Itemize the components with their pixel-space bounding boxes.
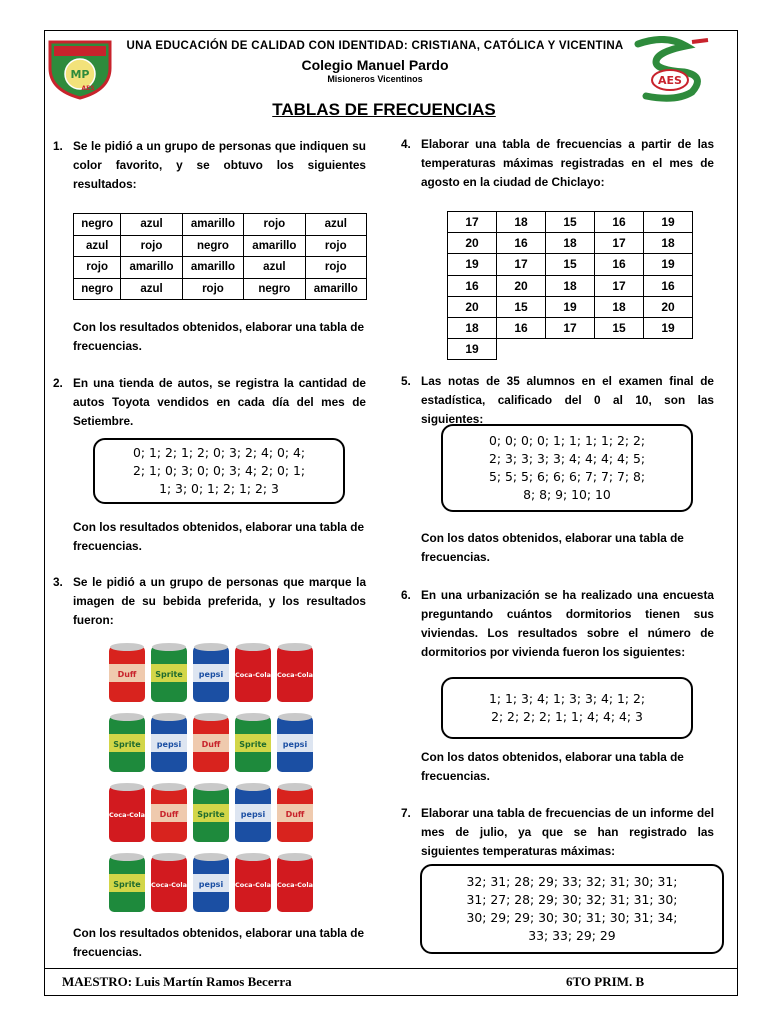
question-6: [401, 586, 714, 662]
table-row: [74, 235, 367, 257]
table-cell: rojo: [121, 235, 182, 257]
question-text: Elaborar una tabla de frecuencias a partir de las temperaturas máximas registradas en el mes de agosto en la ciudad de Chiclayo:: [421, 137, 714, 189]
duff-can-icon: [193, 713, 229, 772]
soda-cans-image: [106, 640, 314, 920]
logo-left-text: MP: [70, 68, 90, 81]
question-text: En una urbanización se ha realizado una encuesta preguntando cuántos dormitorios tienen sus viviendas. Los resultados sobre el número de dormitorios por vivienda fueron los siguientes:: [421, 588, 714, 659]
svg-text:Coca-Cola: Coca-Cola: [150, 881, 188, 889]
school-subtitle: Misioneros Vicentinos: [327, 74, 423, 84]
question-text: Se le pidió a un grupo de personas que indiquen su color favorito, y se obtuvo los siguientes resultados:: [73, 139, 366, 191]
july-temperatures-data-box: [420, 864, 724, 954]
pepsi-can-icon: [151, 713, 187, 772]
question-number: 1.: [53, 139, 63, 153]
table-cell: azul: [74, 235, 121, 257]
footer-divider: [44, 968, 738, 969]
question-5: [401, 372, 714, 429]
svg-text:Coca-Cola: Coca-Cola: [276, 671, 314, 679]
table-cell: 15: [595, 317, 644, 338]
table-cell: azul: [244, 257, 305, 279]
aes-logo-icon: [626, 36, 714, 102]
table-cell: 16: [595, 254, 644, 275]
data-line: 2; 2; 2; 2; 1; 1; 4; 4; 4; 3: [491, 709, 643, 724]
table-cell: 16: [497, 317, 546, 338]
table-cell: 15: [546, 254, 595, 275]
table-cell: rojo: [244, 214, 305, 236]
question-text: Se le pidió a un grupo de personas que marque la imagen de su bebida preferida, y los resultados fueron:: [73, 575, 366, 627]
table-cell: 20: [497, 275, 546, 296]
data-line: 0; 0; 0; 0; 1; 1; 1; 1; 2; 2;: [488, 433, 646, 448]
svg-text:pepsi: pepsi: [240, 810, 266, 819]
svg-text:Coca-Cola: Coca-Cola: [234, 671, 272, 679]
table-cell: 18: [546, 275, 595, 296]
empty-cell: [644, 339, 693, 360]
logo-right-text: AES: [658, 74, 682, 87]
table-cell: 15: [497, 296, 546, 317]
cocacola-can-icon: [277, 643, 313, 702]
grades-data-box: [441, 424, 693, 512]
pepsi-can-icon: [235, 783, 271, 842]
table-cell: 19: [644, 317, 693, 338]
data-line: 31; 27; 28; 29; 30; 32; 31; 31; 30;: [466, 892, 678, 907]
svg-text:Coca-Cola: Coca-Cola: [234, 881, 272, 889]
svg-text:pepsi: pepsi: [156, 740, 182, 749]
data-line: 1; 3; 0; 1; 2; 1; 2; 3: [159, 481, 279, 496]
footer-grade: 6TO PRIM. B: [566, 974, 645, 989]
question-5-instruction: Con los datos obtenidos, elaborar una tabla de frecuencias.: [421, 531, 684, 564]
table-cell: 16: [448, 275, 497, 296]
cocacola-can-icon: [109, 783, 145, 842]
table-cell: negro: [74, 214, 121, 236]
table-row: [448, 254, 693, 275]
table-cell: negro: [74, 278, 121, 300]
table-cell: amarillo: [305, 278, 366, 300]
svg-text:Coca-Cola: Coca-Cola: [108, 811, 146, 819]
cars-data-box: [93, 438, 345, 504]
table-cell: azul: [121, 214, 182, 236]
data-line: 30; 29; 29; 30; 30; 31; 30; 31; 34;: [466, 910, 678, 925]
table-cell: amarillo: [121, 257, 182, 279]
question-3: [53, 573, 366, 630]
svg-text:Sprite: Sprite: [239, 740, 267, 749]
august-temperatures-table: [447, 211, 693, 360]
svg-text:Sprite: Sprite: [155, 670, 183, 679]
table-cell: amarillo: [182, 214, 243, 236]
table-row: [448, 212, 693, 233]
table-cell: 18: [595, 296, 644, 317]
table-cell: azul: [121, 278, 182, 300]
table-cell: 18: [497, 212, 546, 233]
data-line: 5; 5; 5; 6; 6; 6; 7; 7; 7; 8;: [488, 469, 646, 484]
table-cell: amarillo: [182, 257, 243, 279]
table-cell: 18: [644, 233, 693, 254]
table-cell: azul: [305, 214, 366, 236]
table-cell: 20: [448, 296, 497, 317]
page-title: TABLAS DE FRECUENCIAS: [272, 100, 496, 119]
table-cell: rojo: [305, 235, 366, 257]
question-4: [401, 135, 714, 192]
question-2-instruction: Con los resultados obtenidos, elaborar una tabla de frecuencias.: [73, 520, 365, 553]
table-cell: amarillo: [244, 235, 305, 257]
table-cell: negro: [182, 235, 243, 257]
table-row: [448, 296, 693, 317]
table-cell: 17: [497, 254, 546, 275]
question-number: 7.: [401, 806, 411, 820]
table-cell: 19: [644, 212, 693, 233]
duff-can-icon: [151, 783, 187, 842]
svg-text:pepsi: pepsi: [198, 880, 224, 889]
data-line: 2; 1; 0; 3; 0; 0; 3; 4; 2; 0; 1;: [132, 463, 306, 478]
table-cell: 17: [546, 317, 595, 338]
table-row: [448, 339, 693, 360]
empty-cell: [497, 339, 546, 360]
table-cell: 18: [448, 317, 497, 338]
table-cell: 20: [448, 233, 497, 254]
data-line: 1; 1; 3; 4; 1; 3; 3; 4; 1; 2;: [488, 691, 646, 706]
question-number: 6.: [401, 588, 411, 602]
logo-left-sub: AES: [81, 85, 95, 92]
cocacola-can-icon: [235, 643, 271, 702]
question-text: Las notas de 35 alumnos en el examen final de estadística, calificado del 0 al 10, son las siguientes:: [421, 374, 714, 426]
table-cell: 16: [497, 233, 546, 254]
svg-text:pepsi: pepsi: [198, 670, 224, 679]
table-row: [448, 317, 693, 338]
empty-cell: [595, 339, 644, 360]
table-cell: 19: [546, 296, 595, 317]
table-cell: 17: [595, 275, 644, 296]
table-cell: 16: [644, 275, 693, 296]
data-line: 33; 33; 29; 29: [528, 928, 616, 943]
question-number: 3.: [53, 575, 63, 589]
question-1-instruction: Con los resultados obtenidos, elaborar una tabla de frecuencias.: [73, 320, 365, 353]
question-7: [401, 804, 714, 861]
table-row: [74, 214, 367, 236]
table-row: [74, 257, 367, 279]
table-cell: 20: [644, 296, 693, 317]
svg-text:Sprite: Sprite: [113, 740, 141, 749]
table-cell: 15: [546, 212, 595, 233]
question-number: 2.: [53, 376, 63, 390]
table-cell: negro: [244, 278, 305, 300]
duff-can-icon: [109, 643, 145, 702]
svg-text:pepsi: pepsi: [282, 740, 308, 749]
data-line: 2; 3; 3; 3; 3; 4; 4; 4; 4; 5;: [488, 451, 646, 466]
svg-text:Duff: Duff: [159, 810, 179, 819]
empty-cell: [546, 339, 595, 360]
svg-text:Sprite: Sprite: [113, 880, 141, 889]
sprite-can-icon: [109, 853, 145, 912]
footer-teacher: MAESTRO: Luis Martín Ramos Becerra: [62, 974, 292, 989]
question-1: [53, 137, 366, 194]
question-6-instruction: Con los datos obtenidos, elaborar una tabla de frecuencias.: [421, 750, 684, 783]
table-cell: 19: [644, 254, 693, 275]
duff-can-icon: [277, 783, 313, 842]
table-cell: 17: [595, 233, 644, 254]
bedrooms-data-box: [441, 677, 693, 739]
cocacola-can-icon: [151, 853, 187, 912]
sprite-can-icon: [235, 713, 271, 772]
table-cell: rojo: [182, 278, 243, 300]
sprite-can-icon: [151, 643, 187, 702]
table-cell: 19: [448, 339, 497, 360]
data-line: 0; 1; 2; 1; 2; 0; 3; 2; 4; 0; 4;: [132, 445, 306, 460]
data-line: 32; 31; 28; 29; 33; 32; 31; 30; 31;: [466, 874, 678, 889]
svg-text:Duff: Duff: [117, 670, 137, 679]
table-row: [74, 278, 367, 300]
school-crest-icon: [44, 38, 116, 100]
school-name: Colegio Manuel Pardo: [301, 57, 449, 73]
table-row: [448, 233, 693, 254]
table-cell: 16: [595, 212, 644, 233]
pepsi-can-icon: [277, 713, 313, 772]
question-number: 4.: [401, 137, 411, 151]
header-motto: UNA EDUCACIÓN DE CALIDAD CON IDENTIDAD: CRISTIANA, CATÓLICA Y VICENTINA: [126, 40, 624, 52]
pepsi-can-icon: [193, 643, 229, 702]
question-number: 5.: [401, 374, 411, 388]
table-row: [448, 275, 693, 296]
question-text: Elaborar una tabla de frecuencias de un informe del mes de julio, ya que se han registrado las siguientes temperaturas máximas:: [421, 806, 714, 858]
question-2: [53, 374, 366, 431]
pepsi-can-icon: [193, 853, 229, 912]
question-text: En una tienda de autos, se registra la cantidad de autos Toyota vendidos en cada día del mes de Setiembre.: [73, 376, 366, 428]
sprite-can-icon: [193, 783, 229, 842]
table-cell: 19: [448, 254, 497, 275]
svg-text:Sprite: Sprite: [197, 810, 225, 819]
table-cell: 18: [546, 233, 595, 254]
table-cell: rojo: [74, 257, 121, 279]
cocacola-can-icon: [277, 853, 313, 912]
cocacola-can-icon: [235, 853, 271, 912]
svg-text:Coca-Cola: Coca-Cola: [276, 881, 314, 889]
svg-text:Duff: Duff: [285, 810, 305, 819]
table-cell: rojo: [305, 257, 366, 279]
favorite-colors-table: [73, 213, 367, 300]
table-cell: 17: [448, 212, 497, 233]
question-3-instruction: Con los resultados obtenidos, elaborar una tabla de frecuencias.: [73, 926, 365, 959]
svg-text:Duff: Duff: [201, 740, 221, 749]
sprite-can-icon: [109, 713, 145, 772]
data-line: 8; 8; 9; 10; 10: [523, 487, 611, 502]
